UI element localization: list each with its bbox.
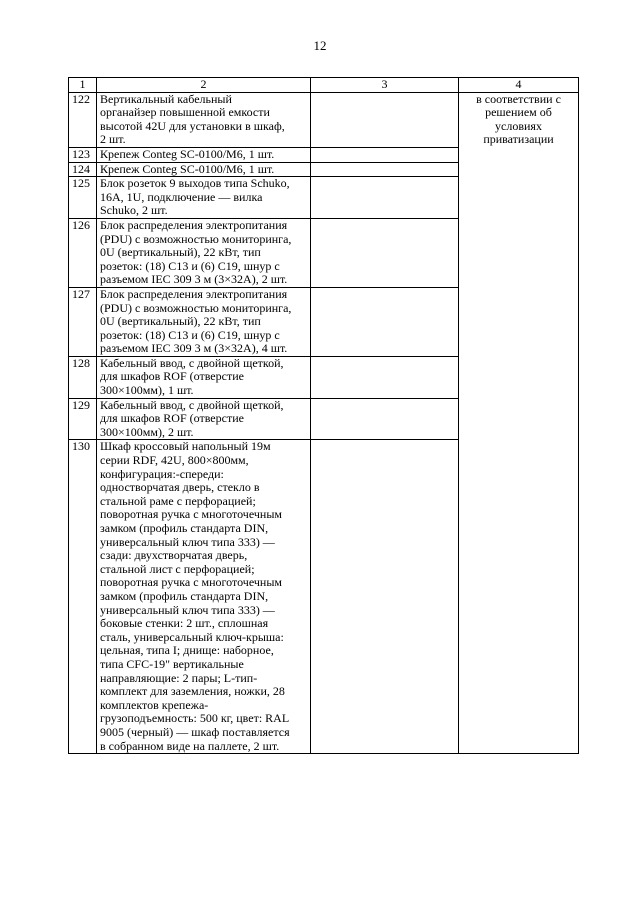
header-col-4: 4 xyxy=(459,78,579,93)
description-line: 0U (вертикальный), 22 кВт, тип xyxy=(100,314,261,329)
row-col3-empty xyxy=(311,440,459,754)
privatization-note-line: приватизации xyxy=(483,132,554,147)
row-description xyxy=(97,398,311,440)
description-line: Крепеж Conteg SC-0100/M6, 1 шт. xyxy=(100,146,275,161)
header-col-3: 3 xyxy=(311,78,459,93)
description-line: Блок распределения электропитания xyxy=(100,286,288,301)
description-line: Schuko, 2 шт. xyxy=(100,203,168,218)
description-line: комплект для заземления, ножки, 28 xyxy=(100,684,285,699)
row-col3-empty xyxy=(311,162,459,177)
description-line: (PDU) с возможностью мониторинга, xyxy=(100,300,292,315)
description-line: розеток: (18) C13 и (6) C19, шнур с xyxy=(100,327,280,342)
description-line: 2 шт. xyxy=(100,132,126,147)
description-line: замком (профиль стандарта DIN, xyxy=(100,588,269,603)
row-number: 129 xyxy=(69,398,97,440)
description-line: разъемом IEC 309 3 м (3×32A), 2 шт. xyxy=(100,272,288,287)
row-description xyxy=(97,287,311,356)
header-col-2: 2 xyxy=(97,78,311,93)
row-description xyxy=(97,440,311,754)
description-line: универсальный ключ типа 333) — xyxy=(100,534,275,549)
description-line: одностворчатая дверь, стекло в xyxy=(100,480,260,495)
row-description xyxy=(97,147,311,162)
description-line: Шкаф кроссовый напольный 19м xyxy=(100,439,271,454)
row-number: 123 xyxy=(69,147,97,162)
row-col3-empty xyxy=(311,147,459,162)
description-line: в собранном виде на паллете, 2 шт. xyxy=(100,738,280,753)
description-line: серии RDF, 42U, 800×800мм, xyxy=(100,453,249,468)
description-line: Кабельный ввод, с двойной щеткой, xyxy=(100,355,284,370)
privatization-note xyxy=(459,92,579,754)
row-description xyxy=(97,218,311,287)
description-line: поворотная ручка с многоточечным xyxy=(100,507,282,522)
description-line: Крепеж Conteg SC-0100/M6, 1 шт. xyxy=(100,161,275,176)
header-row xyxy=(69,78,579,93)
row-col3-empty xyxy=(311,92,459,147)
table-row xyxy=(69,92,579,147)
description-line: стальной лист с перфорацией; xyxy=(100,561,255,576)
description-line: органайзер повышенной емкости xyxy=(100,105,270,120)
row-col3-empty xyxy=(311,398,459,440)
header-col-1: 1 xyxy=(69,78,97,93)
description-line: Блок распределения электропитания xyxy=(100,217,288,232)
description-line: цельная, типа I; днище: наборное, xyxy=(100,643,274,658)
description-line: грузоподъемность: 500 кг, цвет: RAL xyxy=(100,711,290,726)
description-line: сталь, универсальный ключ-крыша: xyxy=(100,629,284,644)
description-line: поворотная ручка с многоточечным xyxy=(100,575,282,590)
description-line: (PDU) с возможностью мониторинга, xyxy=(100,231,292,246)
description-line: высотой 42U для установки в шкаф, xyxy=(100,118,285,133)
privatization-note-line: в соответствии с xyxy=(476,91,561,106)
description-line: Блок розеток 9 выходов типа Schuko, xyxy=(100,176,290,191)
row-number: 122 xyxy=(69,92,97,147)
description-line: Кабельный ввод, с двойной щеткой, xyxy=(100,397,284,412)
description-line: стальной раме с перфорацией; xyxy=(100,493,256,508)
description-line: конфигурация:-спереди: xyxy=(100,466,224,481)
row-number: 130 xyxy=(69,440,97,754)
description-line: разъемом IEC 309 3 м (3×32A), 4 шт. xyxy=(100,341,288,356)
description-line: 16A, 1U, подключение — вилка xyxy=(100,189,263,204)
description-line: 300×100мм), 2 шт. xyxy=(100,424,194,439)
row-description xyxy=(97,356,311,398)
equipment-table xyxy=(68,77,579,754)
description-line: сзади: двухстворчатая дверь, xyxy=(100,548,248,563)
description-line: для шкафов ROF (отверстие xyxy=(100,411,244,426)
description-line: направляющие: 2 пары; L-тип- xyxy=(100,670,258,685)
row-number: 124 xyxy=(69,162,97,177)
privatization-note-line: решением об xyxy=(485,105,552,120)
page-number: 12 xyxy=(313,38,327,53)
privatization-note-line: условиях xyxy=(495,118,542,133)
row-number: 126 xyxy=(69,218,97,287)
row-description xyxy=(97,92,311,147)
description-line: 9005 (черный) — шкаф поставляется xyxy=(100,724,290,739)
row-number: 125 xyxy=(69,177,97,219)
row-col3-empty xyxy=(311,218,459,287)
row-number: 127 xyxy=(69,287,97,356)
row-col3-empty xyxy=(311,287,459,356)
description-line: 0U (вертикальный), 22 кВт, тип xyxy=(100,245,261,260)
description-line: розеток: (18) C13 и (6) C19, шнур с xyxy=(100,258,280,273)
description-line: универсальный ключ типа 333) — xyxy=(100,602,275,617)
row-description xyxy=(97,162,311,177)
row-number: 128 xyxy=(69,356,97,398)
description-line: комплектов крепежа- xyxy=(100,697,209,712)
row-col3-empty xyxy=(311,177,459,219)
description-line: замком (профиль стандарта DIN, xyxy=(100,521,269,535)
row-col3-empty xyxy=(311,356,459,398)
description-line: Вертикальный кабельный xyxy=(100,91,232,106)
description-line: типа CFC-19" вертикальные xyxy=(100,656,244,671)
description-line: 300×100мм), 1 шт. xyxy=(100,383,194,398)
row-description xyxy=(97,177,311,219)
description-line: боковые стенки: 2 шт., сплошная xyxy=(100,616,269,631)
description-line: для шкафов ROF (отверстие xyxy=(100,369,244,384)
